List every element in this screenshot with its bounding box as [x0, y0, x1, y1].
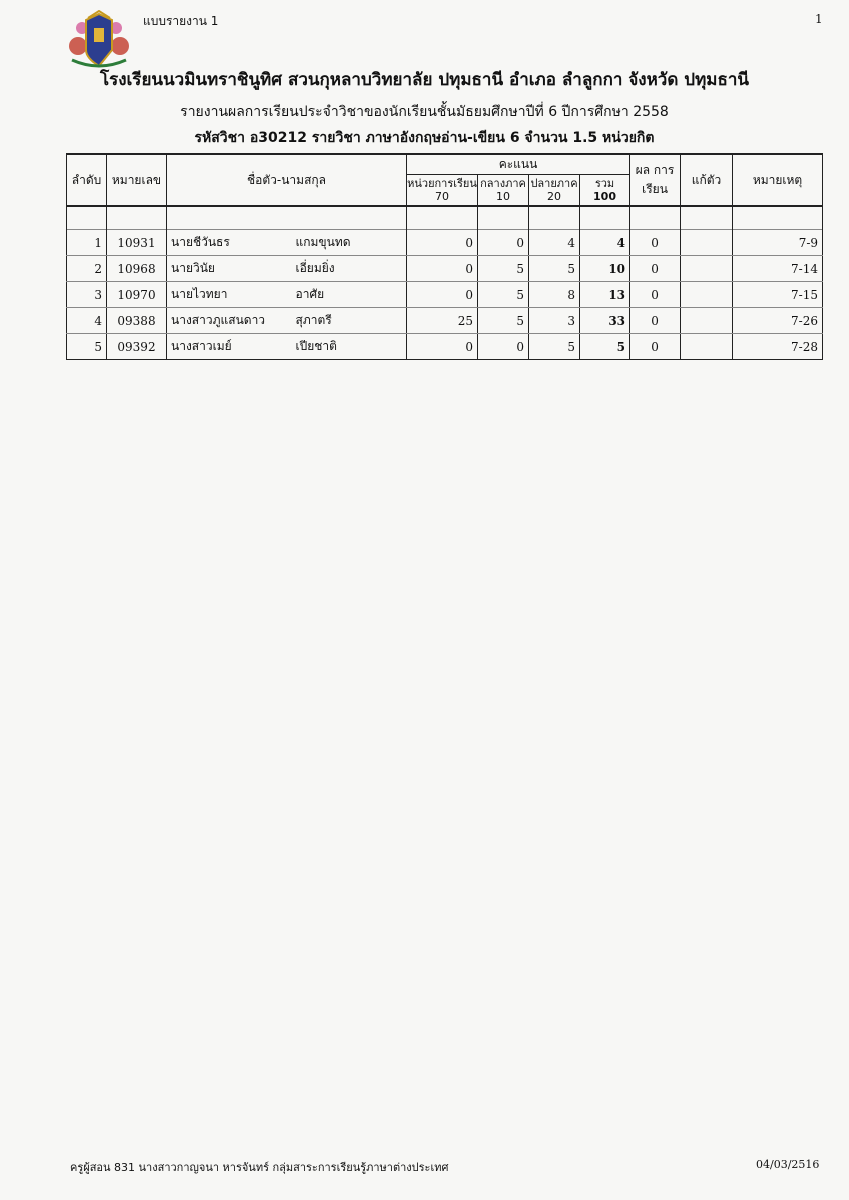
header-midterm: [478, 175, 529, 207]
cell-student-id: 10970: [107, 282, 167, 308]
cell-total: 33: [580, 308, 630, 334]
cell-units: 0: [407, 334, 478, 360]
cell-units: 0: [407, 256, 478, 282]
cell-note: 7-28: [733, 334, 823, 360]
cell-first-name: นายวินัย: [167, 256, 292, 282]
header-name: ชื่อตัว-นามสกุล: [167, 154, 407, 206]
cell-midterm: 5: [478, 308, 529, 334]
header-total-max: 100: [593, 190, 616, 203]
cell-correction: [681, 334, 733, 360]
school-crest-icon: [64, 10, 134, 74]
cell-student-id: 10968: [107, 256, 167, 282]
cell-final: 5: [529, 334, 580, 360]
cell-first-name: นายชีวันธร: [167, 230, 292, 256]
cell-result: 0: [630, 230, 681, 256]
header-seq: ลำดับ: [67, 154, 107, 206]
header-scores: คะแนน: [407, 154, 630, 175]
header-units-max: 70: [435, 190, 450, 203]
cell-note: 7-26: [733, 308, 823, 334]
table-row: [67, 256, 823, 282]
cell-note: 7-14: [733, 256, 823, 282]
grade-table: [66, 153, 823, 360]
cell-result: 0: [630, 256, 681, 282]
cell-final: 5: [529, 256, 580, 282]
cell-seq: 2: [67, 256, 107, 282]
header-result: ผล การเรียน: [630, 154, 681, 206]
header-student-id: หมายเลข: [107, 154, 167, 206]
cell-last-name: เปียชาติ: [292, 334, 407, 360]
table-row: [67, 334, 823, 360]
cell-first-name: นางสาวเมย์: [167, 334, 292, 360]
header-total: [580, 175, 630, 207]
cell-first-name: นางสาวภูแสนดาว: [167, 308, 292, 334]
cell-total: 13: [580, 282, 630, 308]
cell-seq: 5: [67, 334, 107, 360]
form-label: แบบรายงาน 1: [143, 14, 219, 28]
cell-midterm: 0: [478, 334, 529, 360]
cell-seq: 4: [67, 308, 107, 334]
footer-date: 04/03/2516: [756, 1158, 820, 1171]
cell-total: 10: [580, 256, 630, 282]
cell-student-id: 10931: [107, 230, 167, 256]
cell-correction: [681, 282, 733, 308]
cell-seq: 1: [67, 230, 107, 256]
header-final-label: ปลายภาค: [530, 177, 578, 190]
cell-units: 0: [407, 282, 478, 308]
header-spacer-row: [67, 206, 823, 230]
cell-student-id: 09388: [107, 308, 167, 334]
cell-first-name: นายไวทยา: [167, 282, 292, 308]
table-row: [67, 230, 823, 256]
header-final-max: 20: [547, 190, 562, 203]
cell-final: 3: [529, 308, 580, 334]
cell-correction: [681, 308, 733, 334]
cell-correction: [681, 256, 733, 282]
cell-total: 5: [580, 334, 630, 360]
cell-last-name: เอี่ยมยิ่ง: [292, 256, 407, 282]
header-units-label: หน่วยการเรียน: [407, 177, 477, 190]
cell-student-id: 09392: [107, 334, 167, 360]
cell-final: 8: [529, 282, 580, 308]
cell-seq: 3: [67, 282, 107, 308]
cell-units: 0: [407, 230, 478, 256]
footer-teacher: ครูผู้สอน 831 นางสาวกาญจนา หารจันทร์ กลุ่มสาระการเรียนรู้ภาษาต่างประเทศ: [70, 1161, 449, 1174]
cell-result: 0: [630, 282, 681, 308]
school-heading: โรงเรียนนวมินทราชินูทิศ สวนกุหลาบวิทยาลัย ปทุมธานี อำเภอ ลำลูกกา จังหวัด ปทุมธานี: [99, 70, 750, 90]
cell-last-name: สุภาตรี: [292, 308, 407, 334]
cell-note: 7-9: [733, 230, 823, 256]
cell-total: 4: [580, 230, 630, 256]
cell-units: 25: [407, 308, 478, 334]
cell-correction: [681, 230, 733, 256]
table-row: [67, 282, 823, 308]
header-note: หมายเหตุ: [733, 154, 823, 206]
cell-result: 0: [630, 308, 681, 334]
table-row: [67, 308, 823, 334]
report-title: รายงานผลการเรียนประจำวิชาของนักเรียนชั้นมัธยมศึกษาปีที่ 6 ปีการศึกษา 2558: [180, 104, 669, 120]
header-total-label: รวม: [594, 177, 615, 190]
cell-midterm: 5: [478, 256, 529, 282]
cell-final: 4: [529, 230, 580, 256]
cell-last-name: อาศัย: [292, 282, 407, 308]
cell-last-name: แกมขุนทด: [292, 230, 407, 256]
cell-result: 0: [630, 334, 681, 360]
header-correction: แก้ตัว: [681, 154, 733, 206]
header-units: [407, 175, 478, 207]
course-info: รหัสวิชา อ30212 รายวิชา ภาษาอังกฤษอ่าน-เขียน 6 จำนวน 1.5 หน่วยกิต: [194, 130, 655, 146]
cell-midterm: 5: [478, 282, 529, 308]
header-midterm-label: กลางภาค: [480, 177, 526, 190]
header-midterm-max: 10: [496, 190, 511, 203]
header-final: [529, 175, 580, 207]
cell-note: 7-15: [733, 282, 823, 308]
cell-midterm: 0: [478, 230, 529, 256]
page-number: 1: [815, 12, 823, 26]
